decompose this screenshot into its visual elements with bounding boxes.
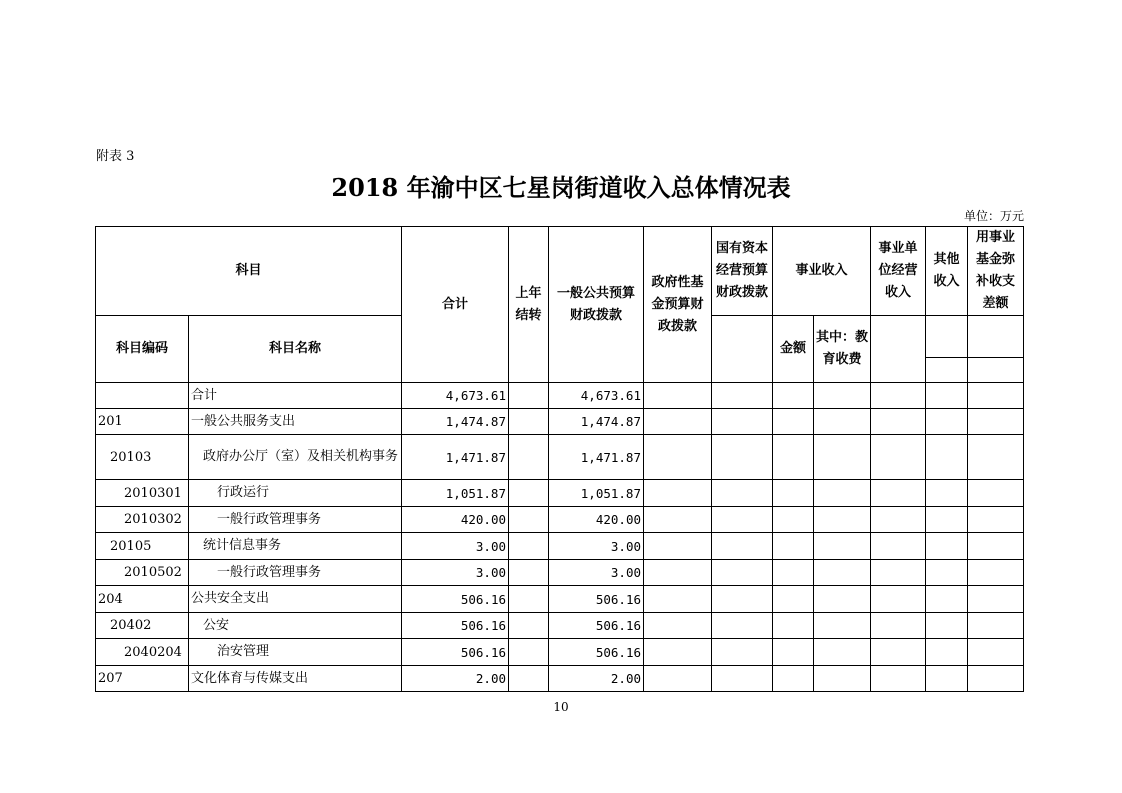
row-code: 204 (96, 586, 189, 613)
row-general: 4,673.61 (549, 383, 644, 409)
income-table (95, 226, 1024, 692)
row-code (96, 383, 189, 409)
row-total: 506.16 (402, 639, 509, 666)
row-code: 201 (96, 409, 189, 435)
header-operating-income: 事业单位经营收入 (871, 227, 926, 316)
row-code: 20105 (96, 533, 189, 560)
row-name: 统计信息事务 (189, 533, 402, 560)
row-code: 2040204 (96, 639, 189, 666)
page-number: 10 (553, 700, 569, 714)
row-name: 行政运行 (189, 480, 402, 507)
row-total: 2.00 (402, 666, 509, 692)
row-code: 20402 (96, 613, 189, 639)
row-name: 合计 (189, 383, 402, 409)
row-code: 2010502 (96, 560, 189, 586)
header-state-capital: 国有资本经营预算财政拨款 (712, 227, 773, 316)
row-total: 3.00 (402, 560, 509, 586)
header-total: 合计 (402, 227, 509, 383)
row-total: 1,471.87 (402, 435, 509, 480)
row-general: 1,471.87 (549, 435, 644, 480)
row-general: 3.00 (549, 533, 644, 560)
row-general: 420.00 (549, 507, 644, 533)
header-business-income: 事业收入 (773, 227, 871, 316)
row-total: 4,673.61 (402, 383, 509, 409)
row-general: 506.16 (549, 613, 644, 639)
row-general: 1,474.87 (549, 409, 644, 435)
row-name: 公安 (189, 613, 402, 639)
header-carryover: 上年结转 (509, 227, 549, 383)
header-amount: 金额 (773, 316, 814, 383)
header-subject: 科目 (96, 227, 402, 316)
header-general-budget: 一般公共预算财政拨款 (549, 227, 644, 383)
row-name: 文化体育与传媒支出 (189, 666, 402, 692)
row-code: 2010302 (96, 507, 189, 533)
header-subject-code: 科目编码 (96, 316, 189, 383)
header-other-income: 其他收入 (926, 227, 968, 316)
row-total: 1,051.87 (402, 480, 509, 507)
row-total: 506.16 (402, 613, 509, 639)
row-name: 一般公共服务支出 (189, 409, 402, 435)
row-code: 20103 (96, 435, 189, 480)
row-general: 506.16 (549, 639, 644, 666)
row-name: 治安管理 (189, 639, 402, 666)
row-total: 506.16 (402, 586, 509, 613)
header-edu-fee: 其中：教育收费 (814, 316, 871, 383)
row-name: 公共安全支出 (189, 586, 402, 613)
row-name: 一般行政管理事务 (189, 560, 402, 586)
unit-label: 单位：万元 (963, 209, 1024, 223)
row-total: 420.00 (402, 507, 509, 533)
appendix-label: 附表 3 (96, 149, 135, 164)
row-total: 1,474.87 (402, 409, 509, 435)
row-name: 一般行政管理事务 (189, 507, 402, 533)
row-code: 207 (96, 666, 189, 692)
page-title: 2018 年渝中区七星岗街道收入总体情况表 (331, 173, 791, 202)
row-general: 3.00 (549, 560, 644, 586)
row-general: 1,051.87 (549, 480, 644, 507)
row-general: 2.00 (549, 666, 644, 692)
header-fund-balance: 用事业基金弥补收支差额 (968, 227, 1024, 316)
header-subject-name: 科目名称 (189, 316, 402, 383)
row-code: 2010301 (96, 480, 189, 507)
row-general: 506.16 (549, 586, 644, 613)
row-total: 3.00 (402, 533, 509, 560)
header-gov-fund: 政府性基金预算财政拨款 (644, 227, 712, 383)
row-name: 政府办公厅（室）及相关机构事务 (189, 435, 402, 480)
